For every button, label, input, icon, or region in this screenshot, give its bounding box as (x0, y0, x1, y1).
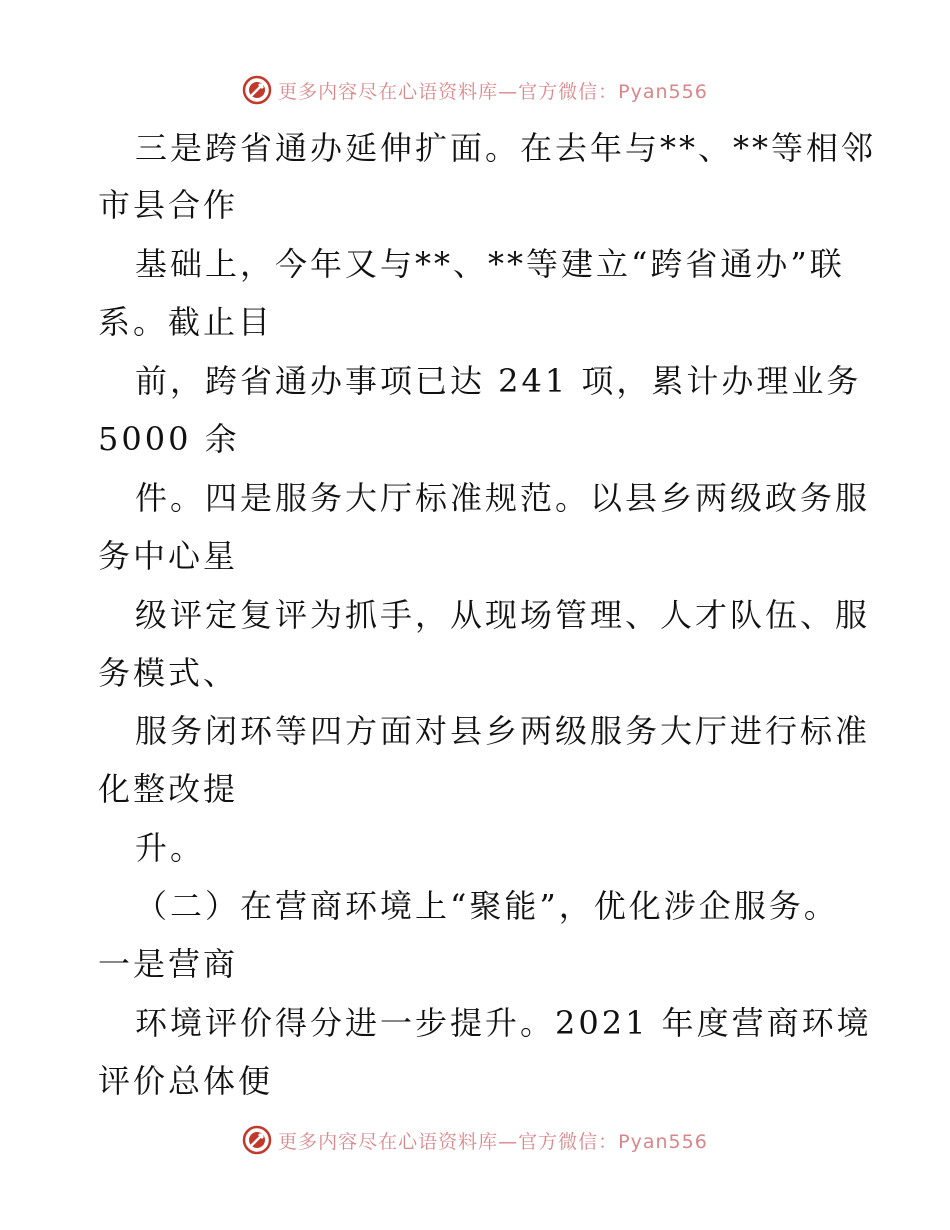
text-line: 三是跨省通办延伸扩面。在去年与**、**等相邻 (135, 129, 877, 167)
text-line: 环境评价得分进一步提升。2021 年度营商环境 (135, 1004, 872, 1042)
text-line: 升。 (135, 829, 206, 867)
text-line: 服务闭环等四方面对县乡两级服务大厅进行标准 (135, 712, 871, 750)
text-line: 基础上，今年又与**、**等建立“跨省通办”联 (135, 245, 845, 283)
footer-watermark (0, 1120, 950, 1160)
text-line: 化整改提 (98, 770, 239, 808)
watermark-text: 更多内容尽在心语资料库—官方微信：Pyan556 (278, 80, 708, 103)
seal-logo-icon (242, 1125, 272, 1155)
text-line: 务模式、 (98, 654, 239, 692)
text-line: 级评定复评为抓手，从现场管理、人才队伍、服 (135, 596, 871, 634)
text-line: （二）在营商环境上“聚能”，优化涉企服务。 (135, 887, 839, 925)
watermark-text: 更多内容尽在心语资料库—官方微信：Pyan556 (278, 1130, 708, 1153)
text-line: 件。四是服务大厅标准规范。以县乡两级政务服 (135, 479, 871, 517)
text-line: 一是营商 (98, 945, 239, 983)
text-line: 市县合作 (98, 186, 239, 224)
text-line: 前，跨省通办事项已达 241 项，累计办理业务 (135, 362, 862, 400)
text-line: 5000 余 (98, 420, 240, 458)
text-line: 务中心星 (98, 537, 239, 575)
text-line: 评价总体便 (98, 1062, 274, 1100)
text-line: 系。截止目 (98, 303, 274, 341)
